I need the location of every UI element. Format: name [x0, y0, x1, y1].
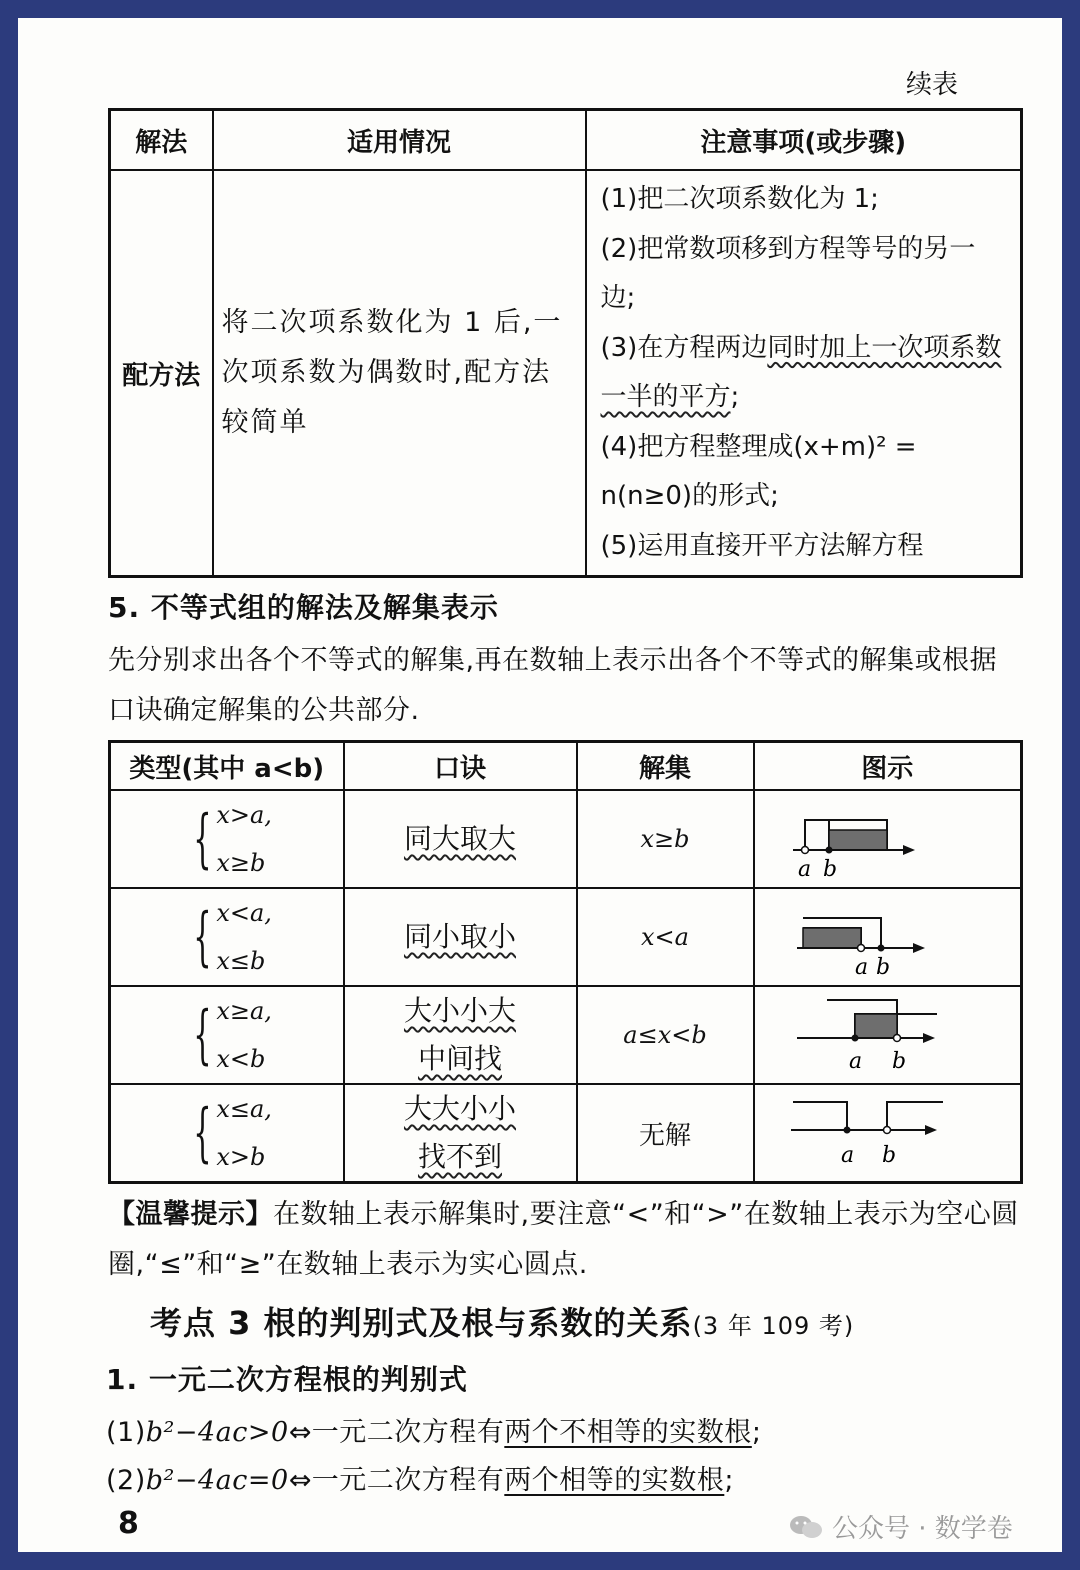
applicability-text: 将二次项系数化为 1 后,一次项系数为偶数时,配方法较简单	[213, 170, 586, 577]
header-motto: 口诀	[344, 742, 577, 791]
inequality-table	[108, 740, 1023, 1184]
wechat-icon	[788, 1513, 824, 1541]
step-1: (1)把二次项系数化为 1;	[600, 184, 879, 214]
motto: 同大取大	[403, 822, 516, 855]
section-5-intro: 先分别求出各个不等式的解集,再在数轴上表示出各个不等式的解集或根据口诀确定解集的公共部分.	[108, 645, 998, 726]
label-b: b	[892, 1049, 907, 1074]
inequality-system: { x≥a, x<b	[192, 997, 272, 1073]
step-3-emphasis: 同时加上一次项系数一半的平方	[600, 332, 1002, 412]
number-line-diagram	[757, 1086, 1017, 1176]
continued-label: 续表	[906, 70, 959, 100]
page	[18, 18, 1062, 1552]
solution-set: a≤x<b	[623, 1021, 707, 1049]
motto: 大小小大	[403, 994, 516, 1027]
header-solution: 解集	[577, 742, 754, 791]
header-notes: 注意事项(或步骤)	[586, 110, 1022, 171]
header-type: 类型(其中 a<b)	[110, 742, 344, 791]
discriminant-line-2: (2)b²−4ac=0⇔一元二次方程有两个相等的实数根;	[106, 1465, 734, 1496]
header-method: 解法	[110, 110, 213, 171]
number-line-diagram	[757, 890, 1017, 980]
step-5: (5)运用直接开平方法解方程	[600, 530, 924, 561]
table-row	[110, 790, 1022, 888]
kaodian-3-note: (3 年 109 考)	[692, 1312, 855, 1340]
solution-set: 无解	[638, 1120, 691, 1151]
method-name: 配方法	[110, 170, 213, 577]
solution-set: x≥b	[640, 825, 690, 853]
motto: 大大小小	[403, 1092, 516, 1125]
label-b: b	[882, 1143, 897, 1168]
table-row	[110, 1084, 1022, 1183]
header-diagram: 图示	[754, 742, 1022, 791]
inequality-system: { x<a, x≤b	[192, 899, 272, 975]
label-a: a	[841, 1143, 855, 1168]
label-a: a	[798, 857, 812, 882]
watermark: 公众号 · 数学卷	[788, 1508, 1013, 1545]
completing-square-table	[108, 108, 1023, 578]
section-5-heading: 5. 不等式组的解法及解集表示	[108, 591, 499, 624]
header-applicability: 适用情况	[213, 110, 586, 171]
inequality-system: { x>a, x≥b	[192, 801, 272, 877]
motto-line-2: 中间找	[417, 1042, 502, 1075]
kaodian-3-title: 考点 3 根的判别式及根与系数的关系(3 年 109 考)	[150, 1304, 855, 1342]
solution-set: x<a	[641, 923, 689, 951]
table-row	[110, 986, 1022, 1084]
motto: 同小取小	[403, 920, 516, 953]
label-b: b	[823, 857, 838, 882]
step-3: (3)在方程两边同时加上一次项系数一半的平方;	[600, 332, 1002, 412]
steps-cell	[586, 170, 1022, 577]
label-a: a	[849, 1049, 863, 1074]
label-a: a	[855, 955, 869, 980]
tip-label: 【温馨提示】	[108, 1199, 273, 1230]
table-row	[110, 888, 1022, 986]
motto-line-2: 找不到	[417, 1140, 502, 1173]
discriminant-heading: 1. 一元二次方程根的判别式	[106, 1363, 468, 1396]
discriminant-line-1: (1)b²−4ac>0⇔一元二次方程有两个不相等的实数根;	[106, 1417, 762, 1448]
page-number: 8	[118, 1506, 139, 1541]
step-4: (4)把方程整理成(x+m)² = n(n≥0)的形式;	[600, 431, 917, 511]
tip-block	[108, 1190, 1023, 1290]
inequality-system: { x≤a, x>b	[192, 1095, 272, 1171]
number-line-diagram	[757, 792, 1017, 882]
tip-text: 在数轴上表示解集时,要注意“<”和“>”在数轴上表示为空心圆圈,“≤”和“≥”在数轴上表示为实心圆点.	[108, 1199, 1019, 1280]
number-line-diagram	[757, 988, 1017, 1078]
label-b: b	[876, 955, 891, 980]
step-2: (2)把常数项移到方程等号的另一边;	[600, 233, 976, 313]
